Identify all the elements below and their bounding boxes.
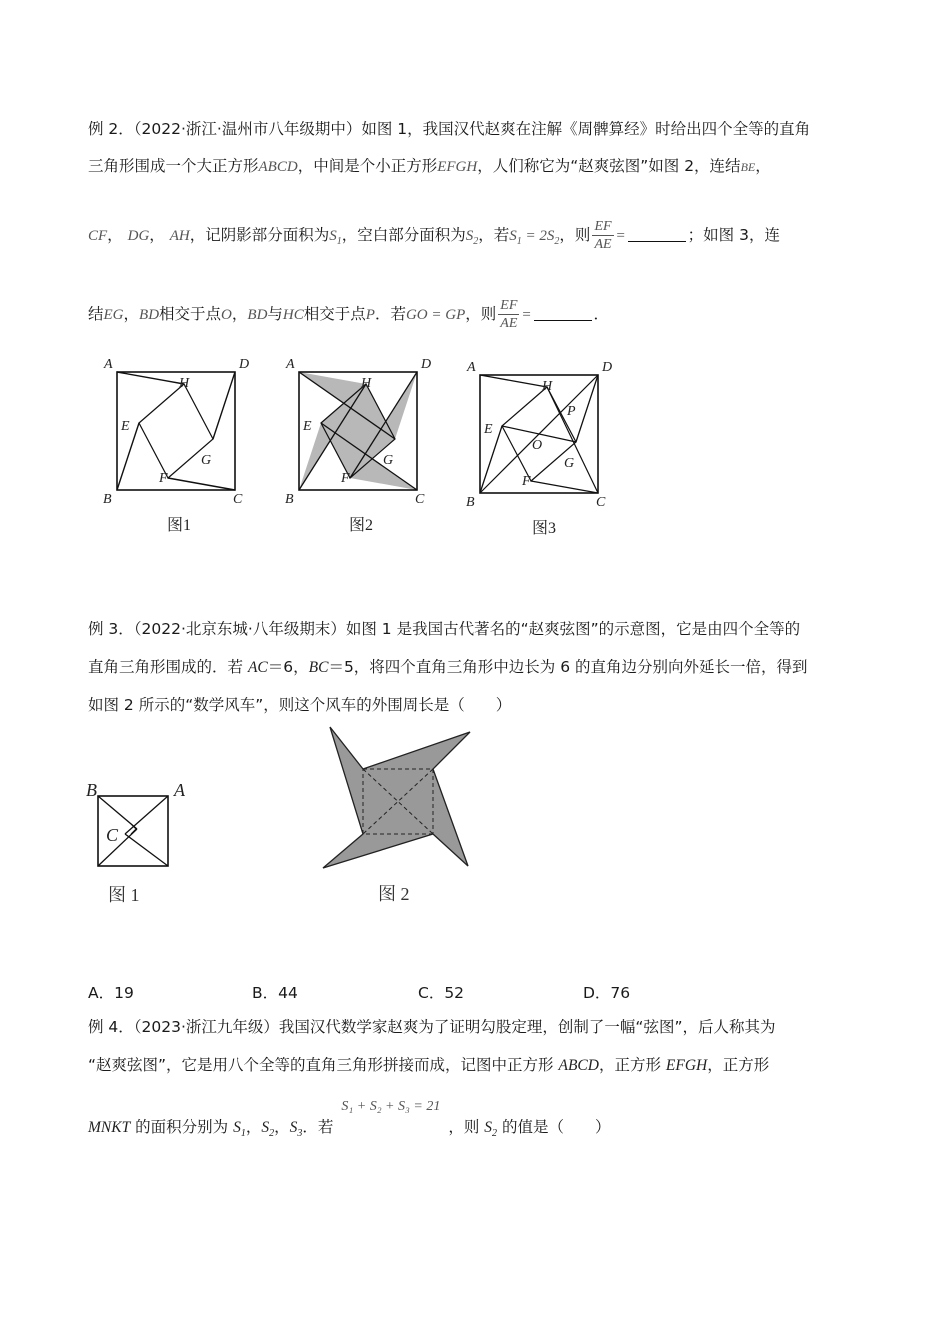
- option-b[interactable]: B．44: [252, 984, 298, 1002]
- pt-e: E: [303, 419, 312, 434]
- ex2-text: ，则: [465, 305, 497, 323]
- ex2-text: ，空白部分面积为: [341, 226, 466, 244]
- frac-num: EF: [500, 298, 518, 313]
- ex2-text: 与: [267, 305, 283, 323]
- math-s1: [329, 228, 342, 247]
- ex4-line-3: [88, 1099, 611, 1145]
- ex2-text: ．若: [374, 305, 406, 323]
- eq-sign: =: [521, 307, 532, 323]
- ex2-text: 结: [88, 305, 104, 323]
- pt-f: F: [341, 471, 350, 486]
- ex2-text: 相交于点: [159, 305, 222, 323]
- math-sum-equation: S₁ + S₂ + S₃ = 21: [341, 1099, 441, 1114]
- ex2-line-3: [88, 218, 780, 253]
- math-bd: BD: [247, 307, 268, 323]
- ex3-text: ＝5，将四个直角三角形中边长为 6 的直角边分别向外延长一倍，得到: [328, 658, 808, 676]
- pt-d: D: [602, 360, 613, 375]
- ex4-text: ．若: [302, 1118, 334, 1136]
- ex3-line-2: [88, 656, 808, 679]
- sub: 3: [297, 1128, 303, 1140]
- ex2-text: ，记阴影部分面积为: [189, 226, 330, 244]
- pt-e: E: [484, 422, 493, 437]
- ex4-label: 例 4．: [88, 1018, 134, 1036]
- ex2-figures: [95, 350, 635, 545]
- ex2-line-2: [88, 155, 771, 178]
- frac-den: AE: [594, 237, 612, 252]
- pt-h: H: [179, 376, 190, 391]
- option-c[interactable]: C．52: [418, 984, 465, 1002]
- ex2-text: ，中间是个小正方形: [297, 157, 438, 175]
- ex2-line-1: [88, 118, 810, 140]
- math-abcd: ABCD: [558, 1057, 599, 1074]
- ex2-text: ，则: [559, 226, 591, 244]
- s: S: [484, 1119, 493, 1136]
- pt-a: A: [286, 357, 295, 372]
- ex4-line-2: [88, 1054, 769, 1077]
- ex2-line-4: [88, 297, 609, 332]
- ex2-text: 相交于点: [303, 305, 366, 323]
- math-s2: [465, 228, 479, 247]
- math-bc: BC: [308, 659, 329, 676]
- fig3-caption: 图3: [532, 520, 557, 537]
- answer-blank-1[interactable]: [628, 241, 686, 242]
- ex4-text: ，: [245, 1118, 262, 1136]
- math-abcd: ABCD: [258, 159, 298, 175]
- math-s2: [261, 1119, 275, 1140]
- pt-b: B: [285, 492, 294, 507]
- math-be: BE: [740, 160, 756, 174]
- math-ah: AH: [169, 228, 190, 244]
- ex3-text: 直角三角形围成的．若: [88, 658, 248, 676]
- sub: 2: [492, 1128, 498, 1140]
- fig2-caption: 图2: [349, 517, 374, 534]
- sub: 1: [516, 236, 522, 247]
- ex4-text: 的值是（ ）: [497, 1118, 611, 1136]
- pt-a: A: [104, 357, 113, 372]
- fig2-caption: 图 2: [378, 884, 410, 904]
- fig1-caption: 图 1: [108, 885, 140, 905]
- ex4-text: “赵爽弦图”，它是用八个全等的直角三角形拼接而成，记图中正方形: [88, 1056, 559, 1074]
- ex3-figure-1: [82, 776, 202, 911]
- pt-o: O: [532, 438, 543, 453]
- pt-c: C: [106, 825, 119, 845]
- pt-h: H: [542, 379, 553, 394]
- pt-b: B: [466, 495, 475, 510]
- ex2-label: 例 2．: [88, 120, 134, 138]
- pt-c: C: [596, 495, 606, 510]
- math-s1-eq-2s2: [509, 228, 560, 247]
- pt-b: B: [103, 492, 112, 507]
- ex2-text: ，: [231, 305, 248, 323]
- ex2-text-1: 如图 1，我国汉代赵爽在注解《周髀算经》时给出四个全等的直角: [361, 120, 811, 138]
- ex4-source: （2023·浙江九年级）: [133, 1018, 279, 1036]
- figure-3: [466, 360, 612, 537]
- pt-p: P: [567, 404, 576, 419]
- math-eg: EG: [103, 307, 124, 323]
- math-mnkt: MNKT: [88, 1119, 131, 1136]
- pt-e: E: [121, 419, 130, 434]
- figure-1: [103, 357, 249, 534]
- ex2-text: ，: [107, 226, 123, 244]
- option-a[interactable]: A．19: [88, 984, 134, 1002]
- s: S: [233, 1119, 241, 1136]
- ex3-label: 例 3．: [88, 620, 134, 638]
- ex2-text: ，人们称它为“赵爽弦图”如图 2，连结: [477, 157, 741, 175]
- ex2-text: ，若: [478, 226, 510, 244]
- ex4-text: ，则: [448, 1118, 485, 1136]
- fraction-ef-ae: [592, 218, 613, 253]
- math-efgh: EFGH: [437, 159, 478, 175]
- ex4-line-1: [88, 1016, 775, 1038]
- pt-h: H: [361, 376, 372, 391]
- math-dg: DG: [127, 228, 150, 244]
- math-ac: AC: [247, 659, 268, 676]
- math-hc: HC: [282, 307, 304, 323]
- ex3-text: ＝6，: [267, 658, 309, 676]
- sub: 1: [240, 1128, 246, 1140]
- sub: 2: [473, 236, 479, 247]
- ex4-text: ，正方形: [707, 1056, 770, 1074]
- ex2-text: ，: [755, 157, 771, 175]
- s: S: [261, 1119, 270, 1136]
- math-p: P: [365, 307, 375, 323]
- pt-a: A: [467, 360, 476, 375]
- pt-a: A: [174, 780, 185, 800]
- pt-d: D: [239, 357, 250, 372]
- math-o: O: [221, 307, 232, 323]
- s: S: [509, 228, 517, 244]
- s: S: [465, 228, 474, 244]
- math-s3: [289, 1119, 303, 1140]
- s: S: [329, 228, 337, 244]
- fraction-ef-ae: [498, 297, 519, 332]
- answer-blank-2[interactable]: [534, 320, 592, 321]
- ex3-text-1: 如图 1 是我国古代著名的“赵爽弦图”的示意图，它是由四个全等的: [345, 620, 801, 638]
- pt-d: D: [421, 357, 432, 372]
- math-s2: [484, 1119, 498, 1140]
- ex2-text: ．: [593, 305, 610, 323]
- math-go-gp: GO = GP: [405, 307, 466, 323]
- pt-g: G: [564, 456, 575, 471]
- frac-num: EF: [594, 219, 612, 234]
- sub: 2: [554, 236, 560, 247]
- pt-c: C: [415, 492, 425, 507]
- ex2-text: 三角形围成一个大正方形: [88, 157, 259, 175]
- pt-c: C: [233, 492, 243, 507]
- sub: 1: [336, 236, 342, 247]
- ex2-text: ，: [123, 305, 140, 323]
- ex3-figure-2: [310, 722, 490, 912]
- s: S: [289, 1119, 298, 1136]
- sub: 2: [269, 1128, 275, 1140]
- ex3-source: （2022·北京东城·八年级期末）: [133, 620, 346, 638]
- fig1-caption: 图1: [167, 517, 192, 534]
- s: = 2S: [521, 228, 555, 244]
- frac-den: AE: [500, 316, 518, 331]
- pt-g: G: [383, 453, 394, 468]
- pt-g: G: [201, 453, 212, 468]
- pt-b: B: [86, 780, 97, 800]
- figure-2: [285, 357, 431, 534]
- math-bd: BD: [139, 307, 160, 323]
- pt-f: F: [159, 471, 168, 486]
- math-efgh: EFGH: [665, 1057, 708, 1074]
- ex4-text: 的面积分别为: [130, 1118, 234, 1136]
- eq-sign: =: [615, 228, 626, 244]
- ex4-text-1: 我国汉代数学家赵爽为了证明勾股定理，创制了一幅“弦图”，后人称其为: [278, 1018, 776, 1036]
- ex2-text: ；如图 3，连: [687, 226, 780, 244]
- ex3-line-1: [88, 618, 800, 640]
- ex4-text: ，: [274, 1118, 290, 1136]
- ex3-line-3: [88, 694, 511, 716]
- ex3-text-3: 如图 2 所示的“数学风车”，则这个风车的外围周长是（ ）: [88, 696, 512, 714]
- ex2-source: （2022·浙江·温州市八年级期中）: [133, 120, 362, 138]
- pt-f: F: [522, 474, 531, 489]
- math-s1: [233, 1119, 246, 1140]
- option-d[interactable]: D．76: [583, 984, 631, 1002]
- ex2-text: ，: [149, 226, 165, 244]
- math-cf: CF: [88, 228, 108, 244]
- ex4-text: ，正方形: [598, 1056, 666, 1074]
